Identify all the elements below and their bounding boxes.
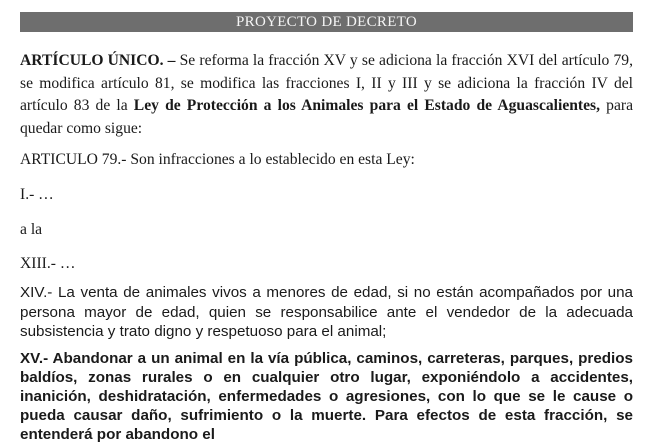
document-title: PROYECTO DE DECRETO <box>236 14 417 30</box>
fraccion-xiv: XIV.- La venta de animales vivos a menores de edad, si no están acompañados por una persona mayor de edad, quien se responsabilice ante el vendedor de la adecuada subsistencia y trato digno y respetuoso para el animal; <box>20 284 633 340</box>
articulo-79-heading: ARTICULO 79.- Son infracciones a lo establecido en esta Ley: <box>20 151 415 168</box>
articulo-unico-paragraph <box>20 50 633 140</box>
fraccion-i: I.- … <box>20 186 54 203</box>
fraccion-xiii: XIII.- … <box>20 255 76 272</box>
fraccion-range-connector: a la <box>20 221 43 238</box>
articulo-unico-lead: ARTÍCULO ÚNICO. – <box>20 52 176 69</box>
fraccion-xv: XV.- Abandonar a un animal en la vía pública, caminos, carreteras, parques, predios baldíos, zonas rurales o en cualquier otro lugar, exponiéndolo a accidentes, inanición, deshidratación, enfermedades o agresiones, con lo que se le cause o pueda causar daño, sufrimiento o la muerte. Para efectos de esta fracción, se entenderá por abandono el <box>20 350 633 443</box>
articulo-unico-text-a: Se reforma la fracción XV y se adiciona la fracción XVI del artículo 79, se modifica artículo 81, se modifica las fracciones I, II y III y se adiciona la fracción IV del artículo 83 de la <box>20 52 633 114</box>
law-name: Ley de Protección a los Animales para el Estado de Aguascalientes, <box>133 97 601 114</box>
articulo-unico-text-b: para quedar como sigue: <box>20 97 633 137</box>
document-header-banner <box>20 12 633 32</box>
